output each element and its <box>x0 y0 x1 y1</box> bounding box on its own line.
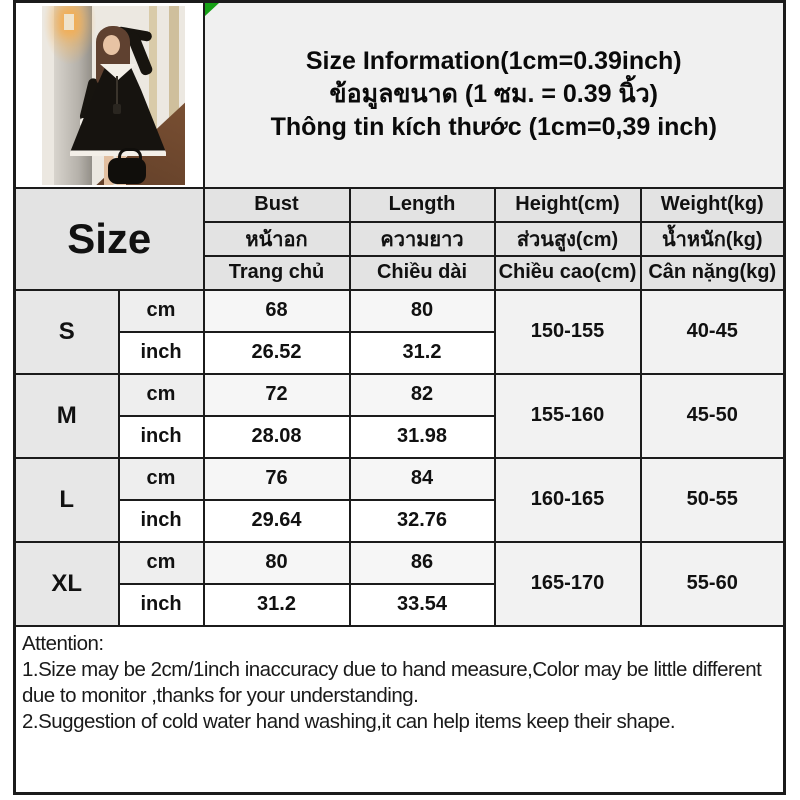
size-column-header: Size <box>15 188 204 290</box>
col-header-bust-th: หน้าอก <box>204 222 350 256</box>
col-header-height-vi: Chiều cao(cm) <box>495 256 641 290</box>
cell-s-height: 150-155 <box>495 290 641 374</box>
attention-note-2: 2.Suggestion of cold water hand washing,it can help items keep their shape. <box>22 709 676 733</box>
cell-s-length-inch: 31.2 <box>350 332 495 374</box>
col-header-weight-th: น้ำหนัก(kg) <box>641 222 785 256</box>
cell-l-length-cm: 84 <box>350 458 495 500</box>
title-english: Size Information(1cm=0.39inch) <box>305 47 682 76</box>
col-header-weight-vi: Cân nặng(kg) <box>641 256 785 290</box>
cell-xl-height: 165-170 <box>495 542 641 626</box>
col-header-length-vi: Chiều dài <box>350 256 495 290</box>
title-thai: ข้อมูลขนาด (1 ซม. = 0.39 นิ้ว) <box>329 80 658 109</box>
unit-cm-label: cm <box>119 542 204 584</box>
green-corner-triangle-icon <box>205 3 219 16</box>
col-header-length-th: ความยาว <box>350 222 495 256</box>
cell-s-length-cm: 80 <box>350 290 495 332</box>
col-header-weight-en: Weight(kg) <box>641 188 785 222</box>
cell-m-bust-cm: 72 <box>204 374 350 416</box>
row-label-l: L <box>15 458 119 542</box>
product-photo-cell <box>15 2 204 188</box>
photo-wall-lamp <box>64 14 74 30</box>
unit-inch-label: inch <box>119 332 204 374</box>
unit-cm-label: cm <box>119 374 204 416</box>
cell-m-length-cm: 82 <box>350 374 495 416</box>
cell-s-bust-cm: 68 <box>204 290 350 332</box>
attention-note-1: 1.Size may be 2cm/1inch inaccuracy due to hand measure,Color may be little different due to monitor ,thanks for your understanding. <box>22 657 762 707</box>
photo-necklace <box>116 76 118 106</box>
photo-handbag <box>108 158 146 184</box>
cell-xl-bust-cm: 80 <box>204 542 350 584</box>
row-label-xl: XL <box>15 542 119 626</box>
photo-necklace-pendant <box>113 104 121 114</box>
unit-cm-label: cm <box>119 458 204 500</box>
cell-l-weight: 50-55 <box>641 458 785 542</box>
cell-m-length-inch: 31.98 <box>350 416 495 458</box>
attention-heading: Attention: <box>22 631 104 655</box>
title-vietnamese: Thông tin kích thước (1cm=0,39 inch) <box>270 113 717 142</box>
row-label-s: S <box>15 290 119 374</box>
col-header-height-th: ส่วนสูง(cm) <box>495 222 641 256</box>
cell-s-bust-inch: 26.52 <box>204 332 350 374</box>
cell-xl-length-cm: 86 <box>350 542 495 584</box>
cell-l-bust-cm: 76 <box>204 458 350 500</box>
cell-xl-length-inch: 33.54 <box>350 584 495 626</box>
cell-l-length-inch: 32.76 <box>350 500 495 542</box>
photo-model-face <box>103 35 120 55</box>
unit-inch-label: inch <box>119 584 204 626</box>
col-header-length-en: Length <box>350 188 495 222</box>
unit-inch-label: inch <box>119 416 204 458</box>
cell-s-weight: 40-45 <box>641 290 785 374</box>
cell-m-bust-inch: 28.08 <box>204 416 350 458</box>
attention-box <box>15 626 785 794</box>
cell-xl-weight: 55-60 <box>641 542 785 626</box>
size-table <box>13 0 786 795</box>
col-header-height-en: Height(cm) <box>495 188 641 222</box>
cell-m-weight: 45-50 <box>641 374 785 458</box>
col-header-bust-en: Bust <box>204 188 350 222</box>
cell-xl-bust-inch: 31.2 <box>204 584 350 626</box>
col-header-bust-vi: Trang chủ <box>204 256 350 290</box>
cell-m-height: 155-160 <box>495 374 641 458</box>
cell-l-bust-inch: 29.64 <box>204 500 350 542</box>
unit-inch-label: inch <box>119 500 204 542</box>
product-photo <box>42 6 185 185</box>
row-label-m: M <box>15 374 119 458</box>
cell-l-height: 160-165 <box>495 458 641 542</box>
unit-cm-label: cm <box>119 290 204 332</box>
title-cell <box>204 2 785 188</box>
